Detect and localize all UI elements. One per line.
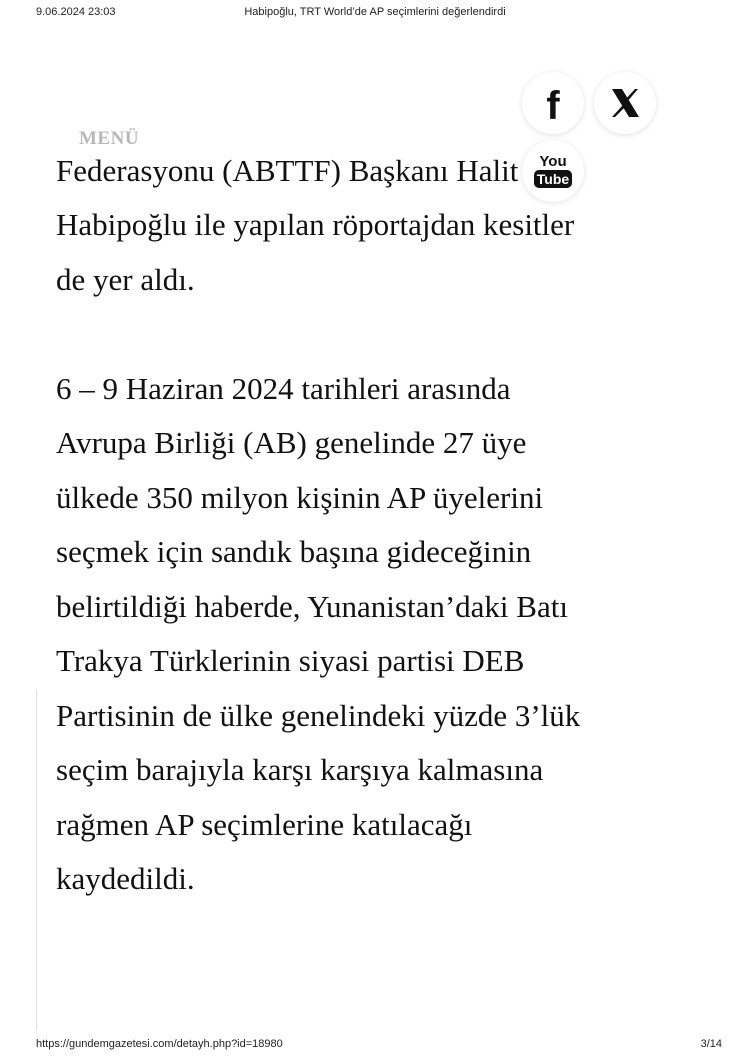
print-date: 9.06.2024 23:03 bbox=[36, 6, 116, 18]
article-line: Avrupa Birliği (AB) genelinde 27 üye bbox=[56, 425, 527, 460]
article-partial-line-wrap bbox=[56, 158, 696, 198]
article-body bbox=[56, 158, 696, 907]
article-line: Trakya Türklerinin siyasi partisi DEB bbox=[56, 643, 525, 678]
print-header bbox=[0, 6, 750, 22]
paragraph-gap bbox=[56, 307, 696, 362]
youtube-button[interactable] bbox=[522, 140, 584, 202]
youtube-icon-you: You bbox=[539, 153, 567, 170]
x-twitter-button[interactable] bbox=[594, 72, 656, 134]
facebook-icon: f bbox=[546, 83, 560, 128]
print-page-number: 3/14 bbox=[700, 1038, 722, 1050]
facebook-button[interactable] bbox=[522, 72, 584, 134]
left-divider bbox=[36, 690, 37, 1030]
article-line: Partisinin de ülke genelindeki yüzde 3’lük bbox=[56, 697, 581, 733]
article-line: ülkede 350 milyon kişinin AP üyelerini bbox=[56, 479, 544, 515]
article-line: kaydedildi. bbox=[56, 861, 195, 896]
article-line: 6 – 9 Haziran 2024 tarihleri arasında bbox=[56, 370, 511, 406]
print-page-title: Habipoğlu, TRT World’de AP seçimlerini değerlendirdi bbox=[244, 6, 506, 18]
menu-button[interactable]: MENÜ bbox=[79, 128, 140, 149]
article-line: seçmek için sandık başına gideceğinin bbox=[56, 534, 532, 569]
article-line: Habipoğlu ile yapılan röportajdan kesitler bbox=[56, 207, 575, 242]
article-line: de yer aldı. bbox=[56, 261, 195, 297]
youtube-icon bbox=[534, 154, 572, 188]
article-line: belirtildiği haberde, Yunanistan’daki Batı bbox=[56, 588, 568, 624]
print-url: https://gundemgazetesi.com/detayh.php?id=18980 bbox=[36, 1038, 283, 1050]
article-partial-line: Federasyonu (ABTTF) Başkanı Halit bbox=[56, 158, 519, 188]
print-footer bbox=[0, 1038, 750, 1054]
x-twitter-icon bbox=[608, 86, 642, 120]
youtube-icon-tube: Tube bbox=[534, 170, 572, 188]
article-paragraph-2 bbox=[56, 362, 696, 907]
article-line: seçim barajıyla karşı karşıya kalmasına bbox=[56, 752, 544, 787]
article-paragraph-1 bbox=[56, 198, 696, 307]
article-line: rağmen AP seçimlerine katılacağı bbox=[56, 806, 473, 842]
